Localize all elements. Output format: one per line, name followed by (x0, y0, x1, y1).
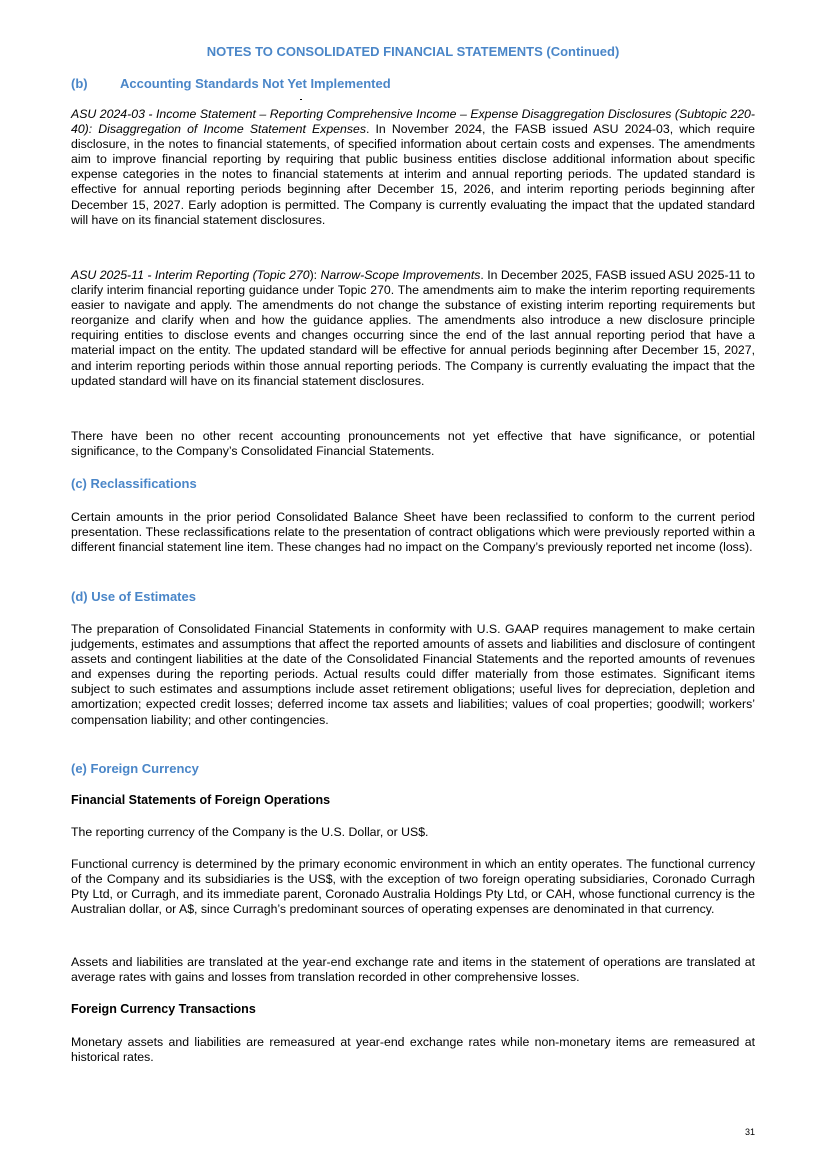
stray-mark (300, 99, 302, 100)
reporting-currency-paragraph: The reporting currency of the Company is the U.S. Dollar, or US$. (71, 825, 429, 839)
asu-2025-11-body: . In December 2025, FASB issued ASU 2025-11 to clarify interim financial reporting guidance under Topic 270. The amendments aim to make the interim reporting requirements easier to navigate and apply. The amendments do not change the substance of existing interim reporting requirements but reorganize and clarify when and how the guidance applies. The amendments also introduce a new disclosure principle requiring entities to disclose events and changes occurring since the end of the last annual reporting period that have a material impact on the entity. The updated standard will be effective for annual periods beginning after December 15, 2027, and interim reporting periods within those annual reporting periods. The Company is currently evaluating the impact that the updated standard will have on its financial statement disclosures. (71, 268, 755, 388)
remeasurement-paragraph: Monetary assets and liabilities are remeasured at year-end exchange rates while non-monetary items are remeasured at historical rates. (71, 1035, 755, 1065)
section-d-heading: (d) Use of Estimates (71, 589, 196, 604)
page-number: 31 (744, 1127, 755, 1137)
section-b-heading (71, 76, 391, 91)
translation-paragraph: Assets and liabilities are translated at the year-end exchange rate and items in the statement of operations are translated at average rates with gains and losses from translation recorded in other comprehensive losses. (71, 955, 755, 985)
functional-currency-paragraph: Functional currency is determined by the primary economic environment in which an entity operates. The functional currency of the Company and its subsidiaries is the US$, with the exception of two foreign operating subsidiaries, Coronado Curragh Pty Ltd, or Curragh, and its immediate parent, Coronado Australia Holdings Pty Ltd, or CAH, whose functional currency is the Australian dollar, or A$, since Curragh’s predominant sources of operating expenses are denominated in that currency. (71, 857, 755, 917)
asu-2025-11-mid: ): (309, 268, 321, 282)
section-e-heading: (e) Foreign Currency (71, 761, 199, 776)
asu-2025-11-title-a: ASU 2025-11 - Interim Reporting (Topic 270 (71, 268, 310, 282)
reclassifications-paragraph: Certain amounts in the prior period Consolidated Balance Sheet have been reclassified to conform to the current period presentation. These reclassifications relate to the presentation of contract obligations which were previously reported within a different financial statement line item. These changes had no impact on the Company’s previously reported net income (loss). (71, 510, 755, 555)
foreign-operations-subheading: Financial Statements of Foreign Operations (71, 793, 331, 807)
asu-2024-03-title: ASU 2024-03 - Income Statement – Reporting Comprehensive Income – Expense Disaggregation Disclosures (Subtopic 220-40): Disaggregation of Income Statement Expenses (71, 107, 755, 137)
section-b-title: Accounting Standards Not Yet Implemented (120, 76, 391, 91)
asu-2025-11-paragraph (71, 268, 755, 389)
section-b-letter: (b) (71, 76, 88, 91)
asu-2024-03-paragraph (71, 107, 755, 228)
page-title: NOTES TO CONSOLIDATED FINANCIAL STATEMENTS (Continued) (206, 44, 620, 59)
use-of-estimates-paragraph: The preparation of Consolidated Financial Statements in conformity with U.S. GAAP requires management to make certain judgements, estimates and assumptions that affect the reported amounts of assets and liabilities and disclosure of contingent assets and contingent liabilities at the date of the Consolidated Financial Statements and the reported amounts of revenues and expenses during the reporting periods. Actual results could differ materially from those estimates. Significant items subject to such estimates and assumptions include asset retirement obligations; useful lives for depreciation, depletion and amortization; expected credit losses; deferred income tax assets and liabilities; values of coal properties; goodwill; workers’ compensation liability; and other contingencies. (71, 622, 755, 727)
other-pronouncements-paragraph: There have been no other recent accounting pronouncements not yet effective that have significance, or potential significance, to the Company’s Consolidated Financial Statements. (71, 429, 755, 459)
asu-2024-03-body: . In November 2024, the FASB issued ASU 2024-03, which require disclosure, in the notes to financial statements, of specified information about certain costs and expenses. The amendments aim to improve financial reporting by requiring that public business entities disclose additional information about specific expense categories in the notes to financial statements at interim and annual reporting periods. The updated standard is effective for annual reporting periods beginning after December 15, 2026, and interim reporting periods beginning after December 15, 2027. Early adoption is permitted. The Company is currently evaluating the impact that the updated standard will have on its financial statement disclosures. (71, 122, 756, 227)
section-c-heading: (c) Reclassifications (71, 476, 197, 491)
foreign-transactions-subheading: Foreign Currency Transactions (71, 1002, 256, 1016)
asu-2025-11-title-b: Narrow-Scope Improvements (320, 268, 481, 282)
